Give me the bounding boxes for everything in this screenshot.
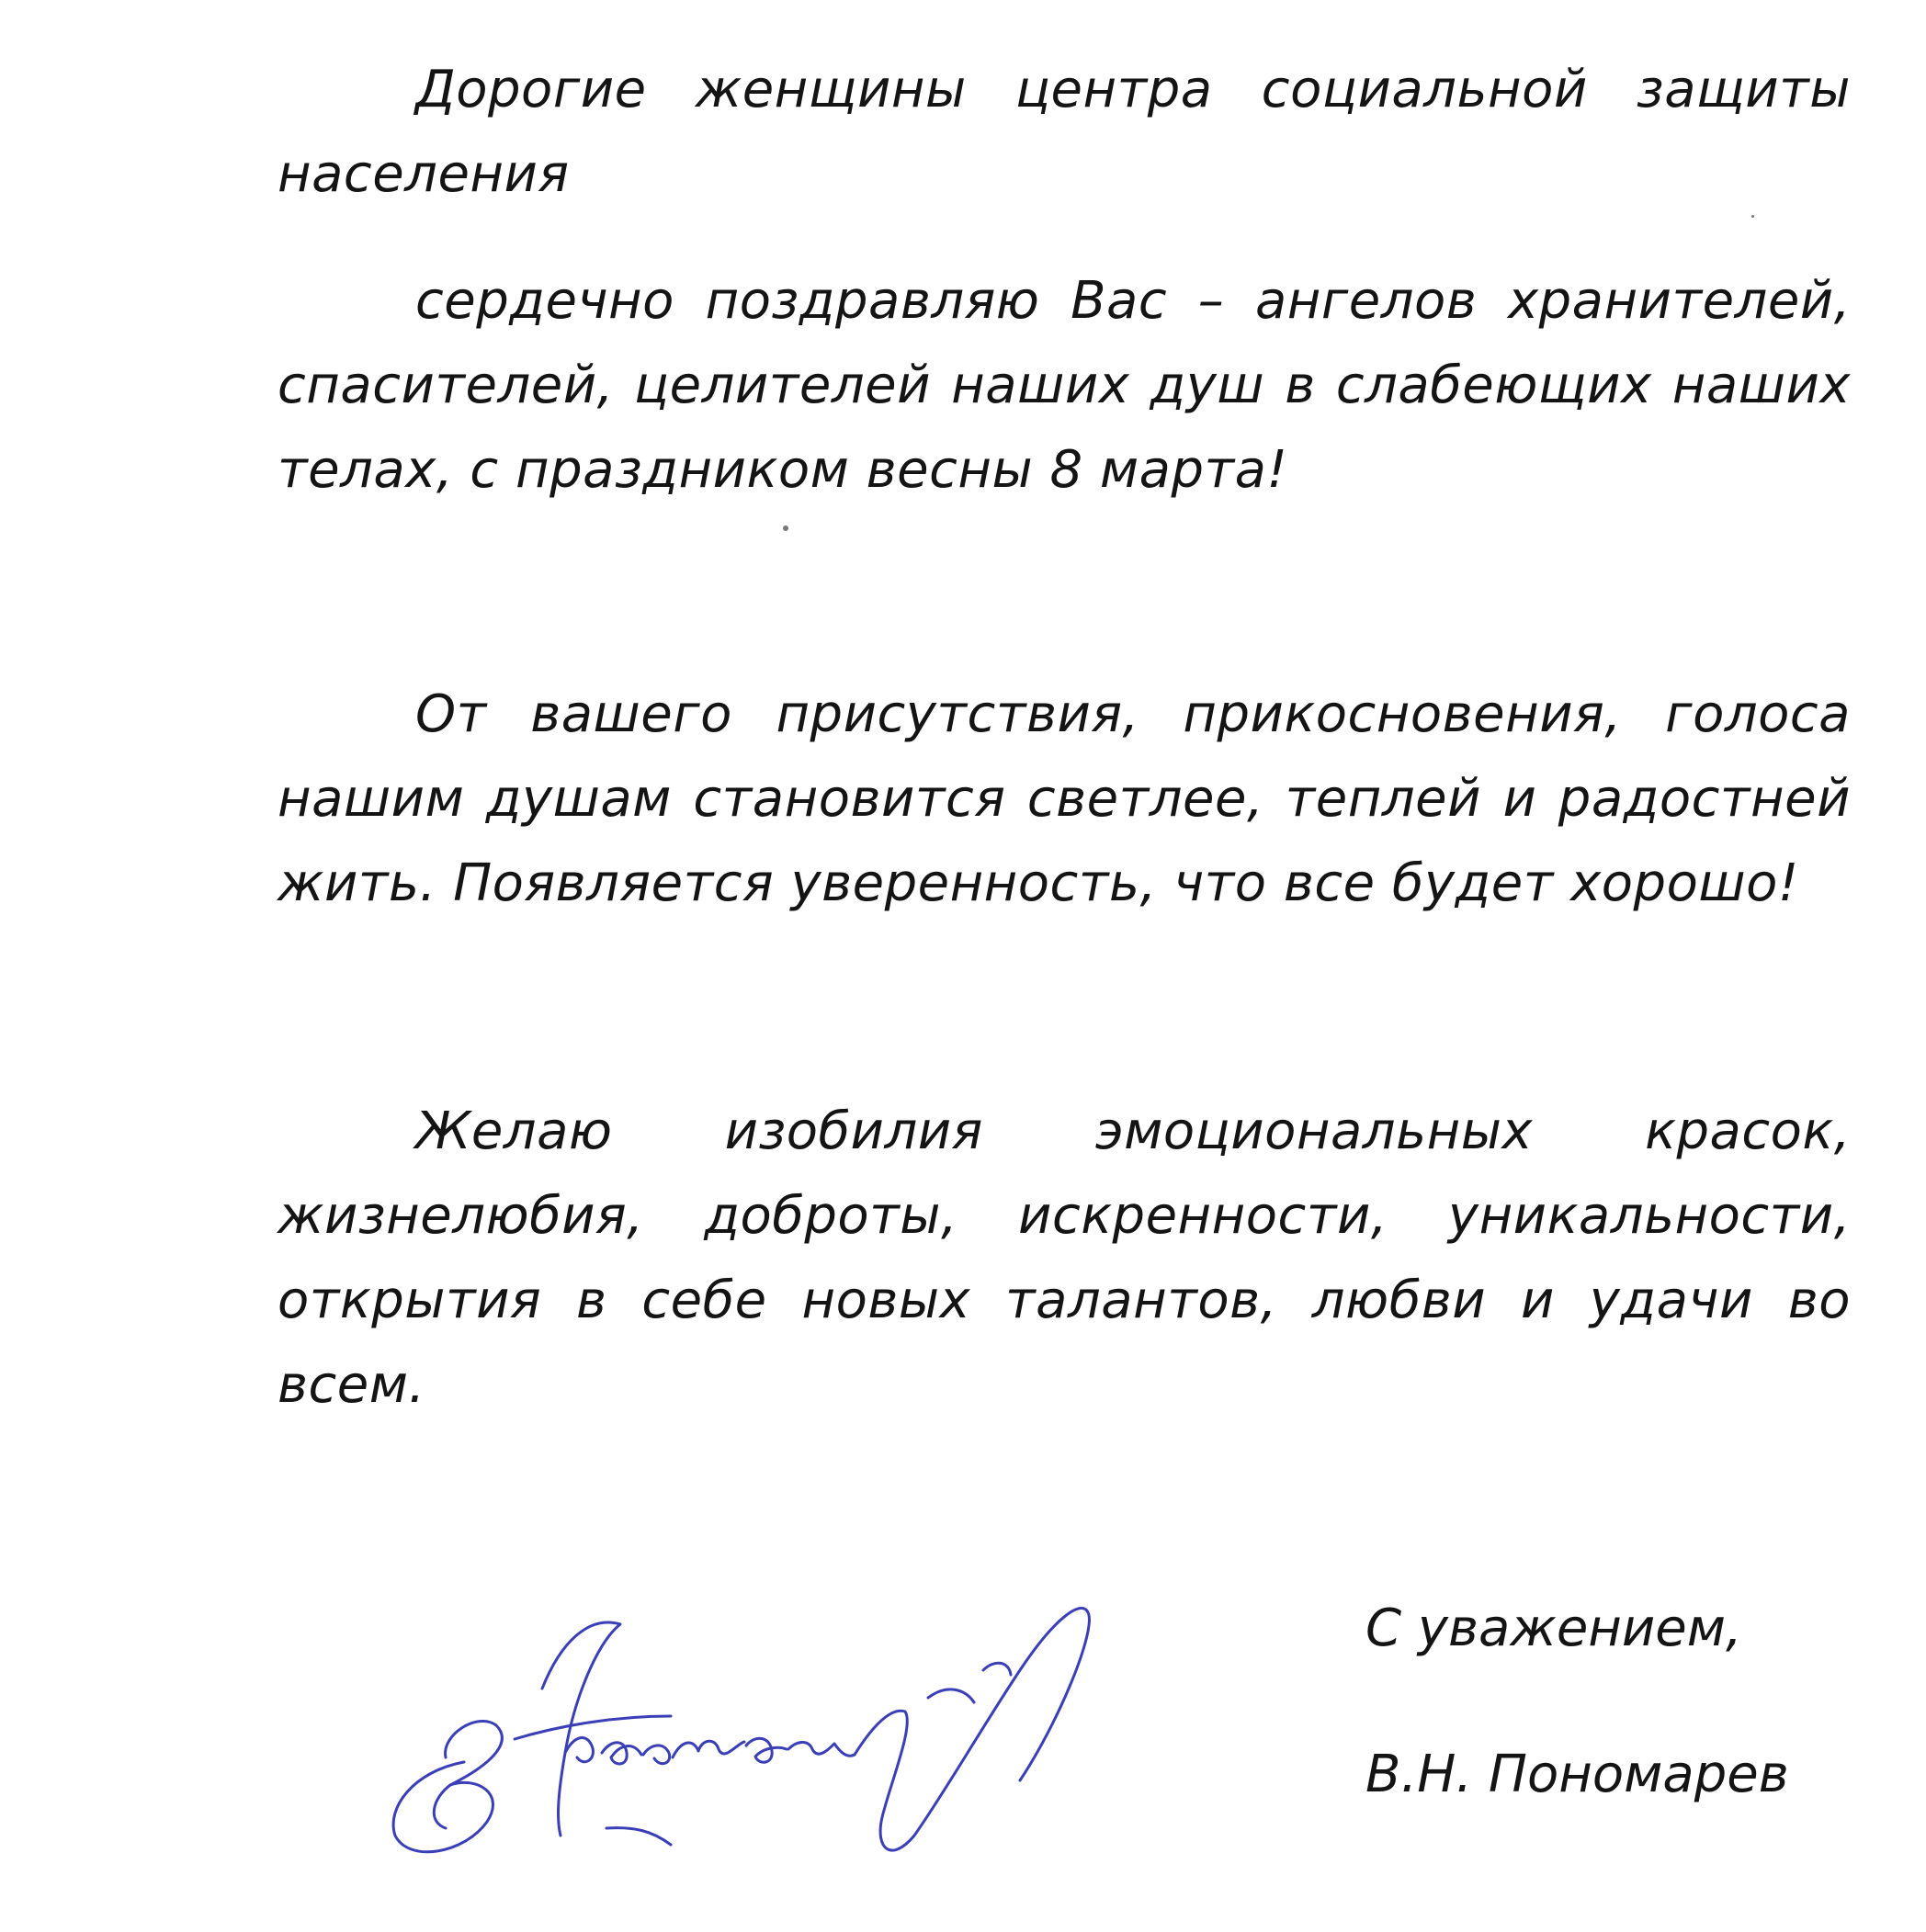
letter-greeting: Дорогие женщины центра социальной защиты населения	[278, 60, 1851, 204]
signature-icon	[377, 1587, 1222, 1881]
scan-speck	[1751, 215, 1754, 218]
scan-speck	[783, 525, 788, 531]
letter-wishes-paragraph: Желаю изобилия эмоциональных красок, жизнелюбия, доброты, искренности, уникальности, открытия в себе новых талантов, любви и удачи во всем.	[278, 1102, 1851, 1415]
closing-regards: С уважением,	[1365, 1599, 1742, 1658]
letter-presence-paragraph: От вашего присутствия, прикосновения, голоса нашим душам становится светлее, теплей и радостней жить. Появляется уверенность, что все будет хорошо!	[278, 684, 1851, 913]
signer-name: В.Н. Пономарев	[1365, 1745, 1789, 1804]
letter-congratulation: сердечно поздравляю Вас – ангелов хранителей, спасителей, целителей наших душ в слабеющих наших телах, с праздником весны 8 марта!	[278, 271, 1851, 500]
